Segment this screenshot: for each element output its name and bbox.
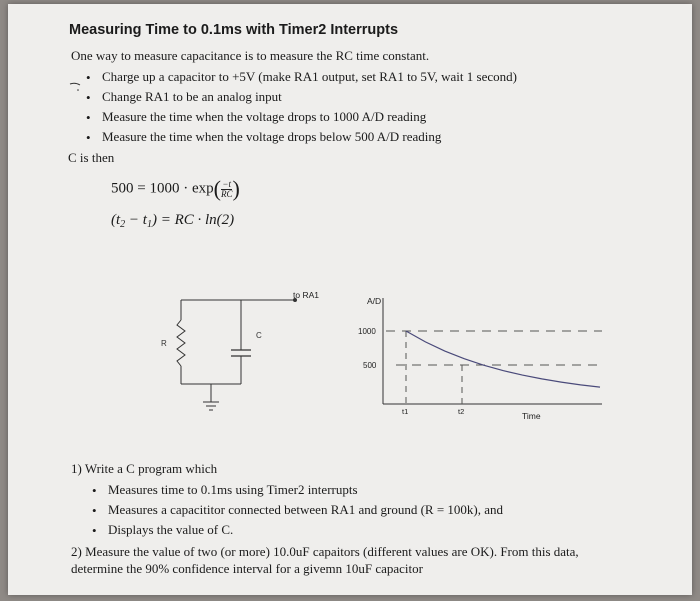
- label-resistor: R: [161, 339, 167, 348]
- rc-circuit-diagram: [143, 284, 333, 424]
- bullet-icon: •: [86, 70, 91, 85]
- bullet-icon: •: [92, 483, 97, 498]
- task-1-sub-2: Measures a capacititor connected between RA1 and ground (R = 100k), and: [108, 502, 504, 517]
- bullet-icon: •: [92, 523, 97, 538]
- bullet-icon: •: [86, 90, 91, 105]
- bullet-icon: •: [86, 110, 91, 125]
- bullet-icon: •: [92, 503, 97, 518]
- eq2-sub: 2: [120, 219, 126, 230]
- fraction-numerator: −t: [222, 178, 231, 189]
- task-1-sub-1: Measures time to 0.1ms using Timer2 interrupts: [108, 482, 358, 497]
- ground-icon: [203, 402, 219, 410]
- xtick-label: t2: [458, 407, 465, 416]
- ytick-label: 1000: [358, 327, 376, 336]
- bullet-icon: •: [86, 130, 91, 145]
- discharge-chart: [340, 286, 610, 431]
- task-2-line-1: 2) Measure the value of two (or more) 10.0uF capaitors (different values are OK). From this data,: [71, 544, 579, 559]
- ytick-label: 500: [363, 361, 377, 370]
- document-page: [8, 4, 692, 595]
- step-2: Change RA1 to be an analog input: [102, 89, 282, 104]
- equation-1-lhs: 500 = 1000 · exp: [111, 180, 214, 197]
- c-is-then: C is then: [68, 150, 115, 165]
- step-1: Charge up a capacitor to +5V (make RA1 output, set RA1 to 5V, wait 1 second): [102, 69, 517, 84]
- equation-1: 500 = 1000 · exp( $\frac{-t}{RC}$ ): [111, 176, 240, 201]
- eq2-part: − t: [125, 212, 147, 228]
- task-1: 1) Write a C program which: [71, 461, 218, 476]
- page-title: Measuring Time to 0.1ms with Timer2 Interrupts: [69, 22, 399, 38]
- step-3: Measure the time when the voltage drops to 1000 A/D reading: [102, 109, 427, 124]
- equation-1-fraction: [221, 180, 233, 199]
- resistor-symbol: [177, 320, 185, 366]
- task-1-sub-3: Displays the value of C.: [108, 522, 234, 537]
- x-axis-label: Time: [522, 411, 541, 421]
- eq2-part: ) = RC · ln(2): [151, 212, 235, 228]
- equation-2: [111, 212, 234, 230]
- y-axis-label: A/D: [367, 296, 382, 306]
- step-4: Measure the time when the voltage drops below 500 A/D reading: [102, 129, 442, 144]
- eq2-sub: 1: [146, 219, 152, 230]
- intro-text: One way to measure capacitance is to measure the RC time constant.: [71, 48, 430, 63]
- task-2-line-2: determine the 90% confidence interval for a givemn 10uF capacitor: [71, 561, 423, 576]
- label-to-ra1: to RA1: [293, 290, 319, 300]
- fraction-denominator: RC: [220, 188, 233, 199]
- pen-mark-icon: [68, 80, 86, 92]
- xtick-label: t1: [402, 407, 409, 416]
- label-capacitor: C: [256, 331, 262, 340]
- discharge-curve: [406, 331, 600, 387]
- eq2-part: (t: [111, 212, 121, 228]
